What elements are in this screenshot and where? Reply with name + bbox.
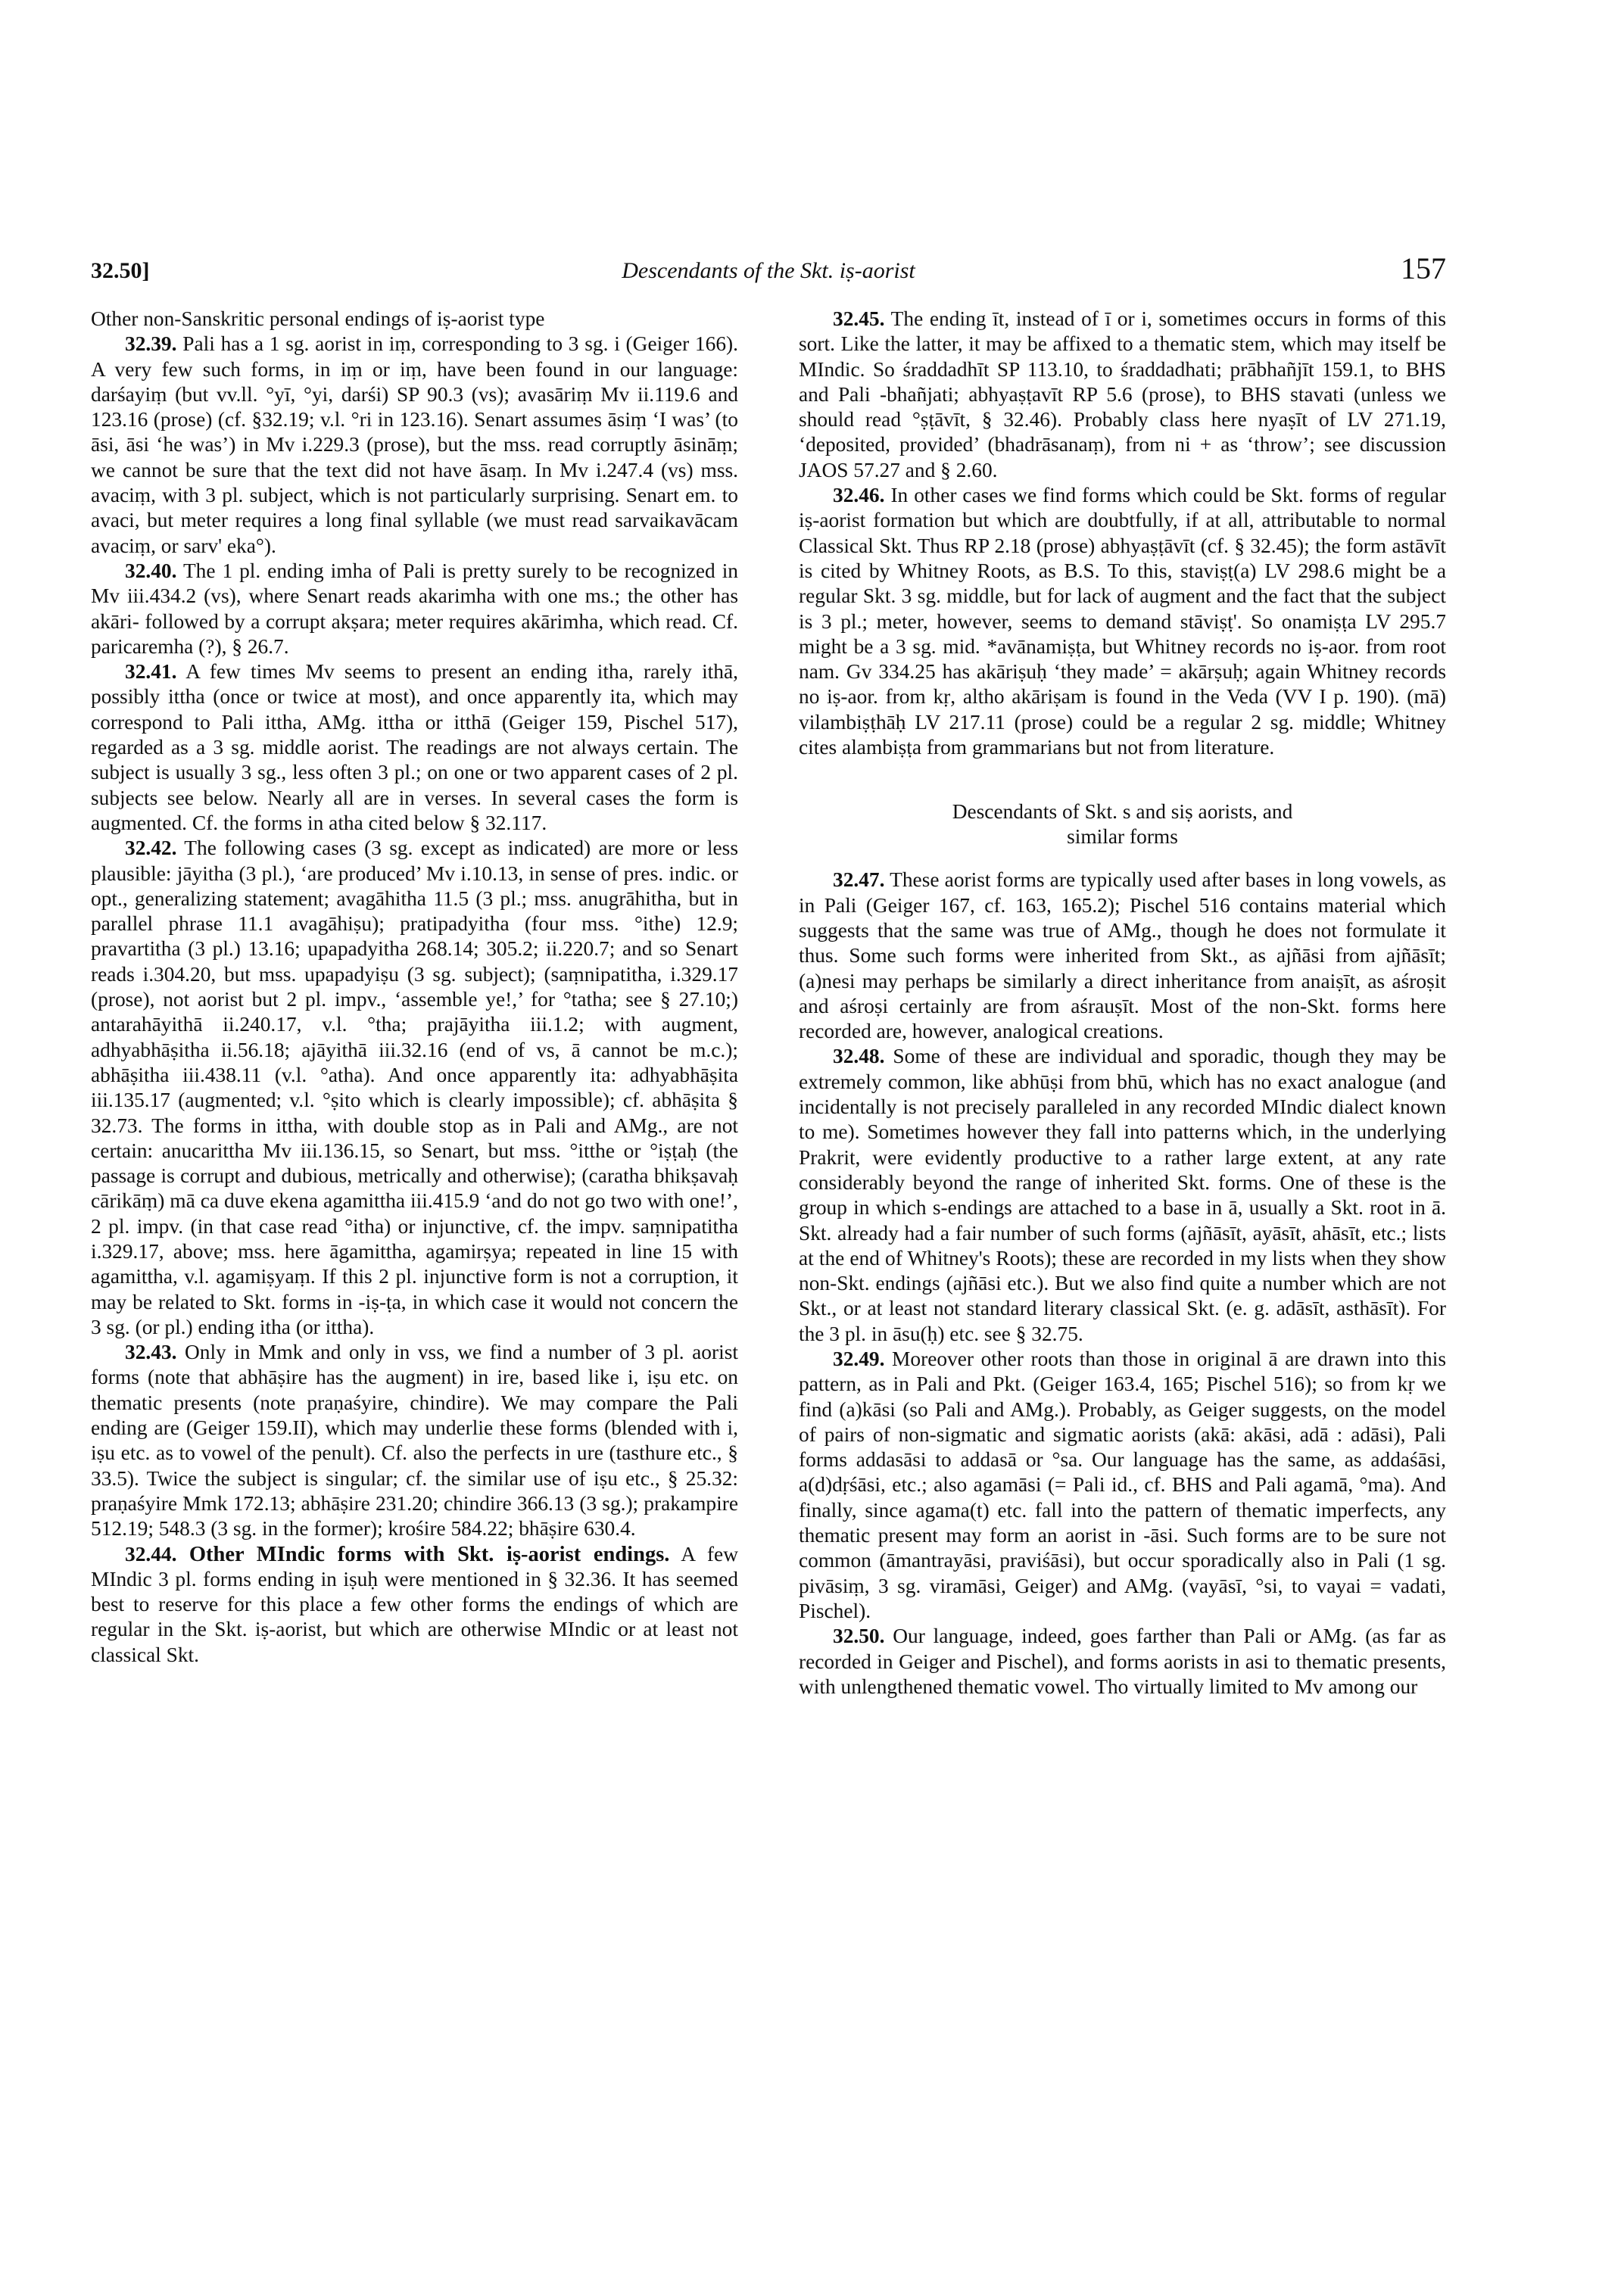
paragraph-text: A few MIndic 3 pl. forms ending in iṣuḥ were mentioned in § 32.36. It has seemed best to reserve for this place a few other forms the endings of which are regular in the Skt. iṣ-aorist, but which are otherwise MIndic or at least not classical Skt. <box>91 1542 738 1666</box>
paragraph-number: 32.49. <box>833 1347 885 1370</box>
paragraph-text: In other cases we find forms which could be Skt. forms of regular iṣ-aorist formation but which are doubtfully, if at all, attributable to normal Classical Skt. Thus RP 2.18 (prose) abhyaṣṭāvīt (cf. § 32.45); the form astāvīt is cited by Whitney Roots, as B.S. To this, staviṣṭ(a) LV 298.6 might be a regular Skt. 3 sg. middle, but for lack of augment and the fact that the subject is 3 pl.; meter, however, seems to demand stāviṣṭ'. So onamiṣṭa LV 295.7 might be a 3 sg. mid. *avānamiṣṭa, but Whitney records no iṣ-aor. from root nam. Gv 334.25 has akāriṣuḥ ‘they made’ = akārṣuḥ; again Whitney records no iṣ-aor. from kṛ, altho akāriṣam is found in the Veda (VV I p. 190). (mā) vilambiṣṭhāḥ LV 217.11 (prose) could be a regular 2 sg. middle; Whitney cites alambiṣṭa from grammarians but not from literature. <box>799 484 1446 759</box>
paragraph-number: 32.42. <box>125 837 177 860</box>
paragraph-number: 32.47. <box>833 868 885 892</box>
left-column <box>91 307 738 1668</box>
paragraph-number: 32.44. <box>125 1542 177 1566</box>
paragraph-text: Some of these are individual and sporadic, though they may be extremely common, like abhūṣi from bhū, which has no exact analogue (and incidentally is not precisely paralleled in any recorded MIndic dialect known to me). Sometimes however they fall into patterns which, in the underlying Prakrit, were evidently productive to a rather large extent, at any rate considerably beyond the range of inherited Skt. forms. One of these is the group in which s-endings are attached to a base in ā, usually a Skt. root in ā. Skt. already had a fair number of such forms (ajñāsīt, ayāsīt, ahāsīt, etc.; lists at the end of Whitney's Roots); these are recorded in my lists when they show non-Skt. endings (ajñāsi etc.). But we also find quite a number which are not Skt., or at least not standard literary classical Skt. (e. g. adāsīt, asthāsīt). For the 3 pl. in āsu(ḥ) etc. see § 32.75. <box>799 1045 1446 1345</box>
left-column-intro: Other non-Sanskritic personal endings of iṣ-aorist type <box>91 307 545 330</box>
page-number: 157 <box>1401 251 1446 285</box>
paragraph-text: The 1 pl. ending imha of Pali is pretty surely to be recognized in Mv iii.434.2 (vs), where Senart reads akarimha with one ms.; the other has akāri- followed by a corrupt akṣara; meter requires akārimha, which read. Cf. paricaremha (?), § 26.7. <box>91 559 738 658</box>
paragraph-number: 32.48. <box>833 1045 885 1068</box>
paragraph-32-44 <box>91 1542 738 1668</box>
paragraph-number: 32.50. <box>833 1625 885 1648</box>
paragraph-number: 32.45. <box>833 307 885 330</box>
paragraph-number: 32.46. <box>833 484 885 507</box>
paragraph-32-49 <box>799 1347 1446 1624</box>
paragraph-text: Only in Mmk and only in vss, we find a number of 3 pl. aorist forms (note that abhāṣire has the augment) in ire, based like i, iṣu etc. on thematic presents (note praṇaśyire, chindire). We may compare the Pali ending are (Geiger 159.II), which may underlie these forms (blended with i, iṣu etc. as to vowel of the penult). Cf. also the perfects in ure (tasthure etc., § 33.5). Twice the subject is singular; cf. the similar use of iṣu etc., § 25.32: praṇaśyire Mmk 172.13; abhāṣire 231.20; chindire 366.13 (3 sg.); prakampire 512.19; 548.3 (3 sg. in the former); krośire 584.22; bhāṣire 630.4. <box>91 1341 738 1541</box>
paragraph-number: 32.39. <box>125 332 177 356</box>
paragraph-number: 32.41. <box>125 660 177 684</box>
subheading-line-1: Descendants of Skt. s and siṣ aorists, and <box>952 800 1293 824</box>
paragraph-heading: Other MIndic forms with Skt. iṣ-aorist endings. <box>189 1542 670 1566</box>
running-head <box>91 251 1446 291</box>
paragraph-32-40 <box>91 559 738 659</box>
paragraph-number: 32.43. <box>125 1341 177 1364</box>
paragraph-text: A few times Mv seems to present an ending itha, rarely ithā, possibly ittha (once or twice at most), and once apparently ita, which may correspond to Pali ittha, AMg. ittha or itthā (Geiger 159, Pischel 517), regarded as a 3 sg. middle aorist. The readings are not always certain. The subject is usually 3 sg., less often 3 pl.; on one or two apparent cases of 2 pl. subjects see below. Nearly all are in verses. In several cases the form is augmented. Cf. the forms in atha cited below § 32.117. <box>91 660 738 834</box>
right-column <box>799 307 1446 1699</box>
subheading-line-2: similar forms <box>1067 825 1178 849</box>
paragraph-text: Pali has a 1 sg. aorist in iṃ, corresponding to 3 sg. i (Geiger 166). A very few such forms, in iṃ or iṃ, have been found in our language: darśayiṃ (but vv.ll. °yī, °yi, darśi) SP 90.3 (vs); avasāriṃ Mv ii.119.6 and 123.16 (prose) (cf. §32.19; v.l. °ri in 123.16). Senart assumes āsiṃ ‘I was’ (to āsi, āsi ‘he was’) in Mv i.229.3 (prose), but the mss. read corruptly āsināṃ; we cannot be sure that the text did not have āsaṃ. In Mv i.247.4 (vs) mss. avaciṃ, with 3 pl. subject, which is not particularly surprising. Senart em. to avaci, but meter requires a long final syllable (we must read sarvaikavācam avaciṃ, or sarv' eka°). <box>91 332 738 557</box>
paragraph-text: The following cases (3 sg. except as indicated) are more or less plausible: jāyitha (3 pl.), ‘are produced’ Mv i.10.13, in sense of pres. indic. or opt., generalizing statement; avagāhitha 11.5 (3 pl.; mss. anugrāhitha, but in parallel phrase 11.1 avagāhiṣu); pratipadyitha (four mss. °ithe) 12.9; pravartitha (3 pl.) 13.16; upapadyitha 268.14; 305.2; ii.220.7; and so Senart reads i.304.20, but mss. upapadyiṣu (3 sg. subject); (saṃnipatitha, i.329.17 (prose), not aorist but 2 pl. impv., ‘assemble ye!,’ for °tatha; see § 27.10;) antarahāyithā ii.240.17, v.l. °tha; prajāyitha iii.1.2; with augment, adhyabhāṣitha ii.56.18; ajāyithā iii.32.16 (end of vs, ā cannot be m.c.); abhāṣitha iii.438.11 (v.l. °atha). And once apparently ita: adhyabhāṣita iii.135.17 (augmented; v.l. °ṣito which is clearly impossible); cf. abhāṣita § 32.73. The forms in ittha, with double stop as in Pali and AMg., are not certain: anucarittha Mv iii.136.15, so Senart, but mss. °itthe or °iṣṭaḥ (the passage is corrupt and dubious, metrically and otherwise); (caratha bhikṣavaḥ cārikāṃ) mā ca duve ekena agamittha iii.415.9 ‘and do not go two with one!’, 2 pl. impv. (in that case read °itha) or injunctive, cf. the impv. saṃnipatitha i.329.17, above; mss. here āgamittha, agamirṣya; repeated in line 15 with agamittha, v.l. agamiṣyaṃ. If this 2 pl. injunctive form is not a corruption, it may be related to Skt. forms in -iṣ-ṭa, in which case it would not concern the 3 sg. (or pl.) ending itha (or ittha). <box>91 837 738 1338</box>
paragraph-number: 32.40. <box>125 559 177 582</box>
paragraph-32-46 <box>799 483 1446 760</box>
paragraph-32-45 <box>799 307 1446 483</box>
paragraph-32-39 <box>91 332 738 559</box>
paragraph-32-48 <box>799 1044 1446 1347</box>
paragraph-text: These aorist forms are typically used after bases in long vowels, as in Pali (Geiger 167, cf. 163, 165.2); Pischel 516 contains material which suggests that the same was true of AMg., though he does not formulate it thus. Some such forms were inherited from Skt., as ajñāsi from ajñāsīt; (a)nesi may perhaps be similarly a direct inheritance from anaiṣīt, as aśroṣit and aśroṣi certainly are from aśrauṣīt. Most of the non-Skt. forms here recorded are, however, analogical creations. <box>799 868 1446 1043</box>
paragraph-text: Our language, indeed, goes farther than Pali or AMg. (as far as recorded in Geiger and Pischel), and forms aorists in asi to thematic presents, with unlengthened thematic vowel. Tho virtually limited to Mv among our <box>799 1625 1446 1698</box>
paragraph-32-42 <box>91 836 738 1340</box>
paragraph-32-50 <box>799 1624 1446 1699</box>
section-marker: 32.50] <box>91 258 150 283</box>
paragraph-32-47 <box>799 868 1446 1044</box>
paragraph-32-41 <box>91 659 738 836</box>
paragraph-32-43 <box>91 1340 738 1541</box>
section-subheading <box>799 799 1446 849</box>
running-title: Descendants of the Skt. iṣ-aorist <box>622 258 915 283</box>
paragraph-text: Moreover other roots than those in original ā are drawn into this pattern, as in Pali and Pkt. (Geiger 163.4, 165; Pischel 516); so from kṛ we find (a)kāsi (so Pali and AMg.). Probably, as Geiger suggests, on the model of pairs of non-sigmatic and sigmatic aorists (akā: akāsi, adā : adāsi), Pali forms addasāsi to addasā or °sa. Our language has the same, as addaśāsi, a(d)dṛśāsi, etc.; also agamāsi (= Pali id., cf. BHS and Pali agamā, °ma). And finally, since agama(t) etc. fall into the pattern of thematic imperfects, any thematic present may form an aorist in -āsi. Such forms are to be sure not common (āmantrayāsi, praviśāsi), but occur sporadically also in Pali (1 sg. pivāsiṃ, 3 sg. viramāsi, Geiger) and AMg. (vayāsī, °si, to vayai = vadati, Pischel). <box>799 1347 1446 1622</box>
paragraph-text: The ending īt, instead of ī or i, sometimes occurs in forms of this sort. Like the latter, it may be affixed to a thematic stem, which may itself be MIndic. So śraddadhīt SP 113.10, to śraddadhati; prābhañjīt 159.1, to BHS and Pali -bhañjati; abhyaṣṭavīt RP 5.6 (prose), to BHS stavati (unless we should read °ṣṭāvīt, § 32.46). Probably class here nyaṣīt of LV 271.19, ‘deposited, provided’ (bhadrāsanaṃ), from ni + as ‘throw’; see discussion JAOS 57.27 and § 2.60. <box>799 307 1446 481</box>
